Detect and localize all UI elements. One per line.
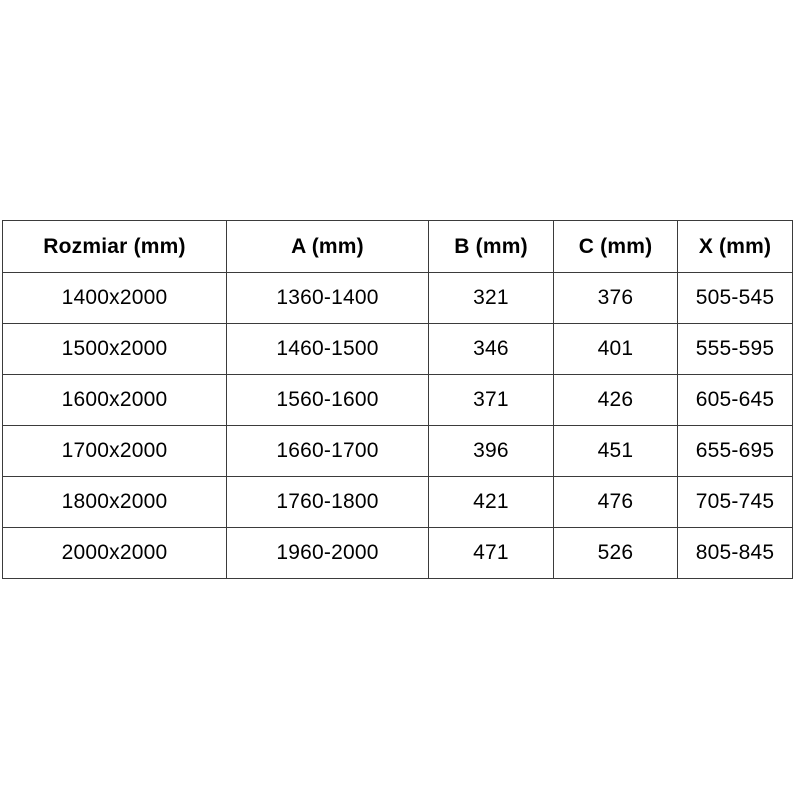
- column-header-c: C (mm): [554, 221, 678, 273]
- cell-c: 426: [554, 375, 678, 426]
- size-specification-table: [2, 220, 793, 579]
- column-header-a: A (mm): [227, 221, 429, 273]
- cell-a: 1660-1700: [227, 426, 429, 477]
- cell-x: 705-745: [678, 477, 793, 528]
- table-row: [3, 477, 793, 528]
- column-header-rozmiar: Rozmiar (mm): [3, 221, 227, 273]
- table-row: [3, 375, 793, 426]
- cell-b: 471: [429, 528, 554, 579]
- cell-b: 371: [429, 375, 554, 426]
- column-header-x: X (mm): [678, 221, 793, 273]
- cell-c: 376: [554, 273, 678, 324]
- column-header-b: B (mm): [429, 221, 554, 273]
- cell-b: 421: [429, 477, 554, 528]
- cell-rozmiar: 1500x2000: [3, 324, 227, 375]
- cell-rozmiar: 1700x2000: [3, 426, 227, 477]
- cell-a: 1560-1600: [227, 375, 429, 426]
- cell-a: 1360-1400: [227, 273, 429, 324]
- cell-c: 451: [554, 426, 678, 477]
- cell-x: 805-845: [678, 528, 793, 579]
- cell-x: 505-545: [678, 273, 793, 324]
- cell-b: 346: [429, 324, 554, 375]
- table-header-row: [3, 221, 793, 273]
- cell-c: 476: [554, 477, 678, 528]
- table-row: [3, 324, 793, 375]
- cell-x: 605-645: [678, 375, 793, 426]
- cell-b: 321: [429, 273, 554, 324]
- cell-rozmiar: 1800x2000: [3, 477, 227, 528]
- cell-rozmiar: 1600x2000: [3, 375, 227, 426]
- cell-rozmiar: 1400x2000: [3, 273, 227, 324]
- table-row: [3, 273, 793, 324]
- cell-x: 655-695: [678, 426, 793, 477]
- cell-rozmiar: 2000x2000: [3, 528, 227, 579]
- cell-a: 1460-1500: [227, 324, 429, 375]
- cell-c: 526: [554, 528, 678, 579]
- table-row: [3, 426, 793, 477]
- cell-c: 401: [554, 324, 678, 375]
- table-row: [3, 528, 793, 579]
- cell-x: 555-595: [678, 324, 793, 375]
- cell-a: 1960-2000: [227, 528, 429, 579]
- cell-b: 396: [429, 426, 554, 477]
- cell-a: 1760-1800: [227, 477, 429, 528]
